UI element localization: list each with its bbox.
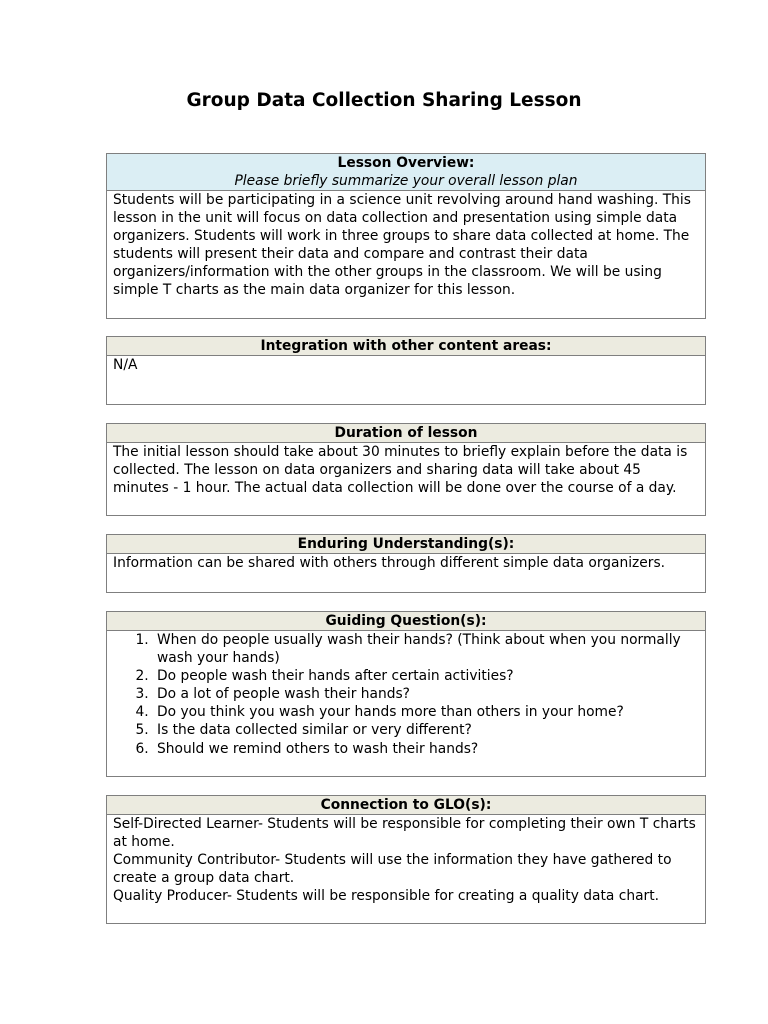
list-item: 1. When do people usually wash their hands? (Think about when you normally wash your hands) xyxy=(153,631,699,667)
integration-body xyxy=(107,356,705,374)
enduring-understanding-heading: Enduring Understanding(s): xyxy=(107,535,705,554)
lesson-overview-heading: Lesson Overview: xyxy=(337,155,475,171)
glo-section xyxy=(106,795,706,924)
list-item: 3. Do a lot of people wash their hands? xyxy=(153,685,699,703)
integration-section xyxy=(106,336,706,405)
lesson-overview-text: Students will be participating in a science unit revolving around hand washing. This lesson in the unit will focus on data collection and presentation using simple data organizers. Students will work in three groups to share data collected at home. The students will present their data and compare and contrast their data organizers/information with the other groups in the classroom. We will be using simple T charts as the main data organizer for this lesson. xyxy=(113,192,691,299)
lesson-overview-body xyxy=(107,191,705,300)
lesson-overview-header xyxy=(107,154,705,191)
duration-text: The initial lesson should take about 30 minutes to briefly explain before the data is collected. The lesson on data organizers and sharing data will take about 45 minutes - 1 hour. The actual data collection will be done over the course of a day. xyxy=(113,444,688,497)
duration-heading: Duration of lesson xyxy=(107,424,705,443)
glo-item: Community Contributor- Students will use the information they have gathered to create a group data chart. xyxy=(113,852,672,887)
duration-body xyxy=(107,443,705,497)
enduring-understanding-body xyxy=(107,554,705,572)
lesson-overview-subheading: Please briefly summarize your overall lesson plan xyxy=(234,173,578,189)
list-item: 6. Should we remind others to wash their hands? xyxy=(153,740,699,758)
glo-item: Quality Producer- Students will be responsible for creating a quality data chart. xyxy=(113,888,659,905)
glo-item: Self-Directed Learner- Students will be responsible for completing their own T charts at home. xyxy=(113,816,696,851)
enduring-understanding-section xyxy=(106,534,706,593)
lesson-overview-section xyxy=(106,153,706,319)
list-item: 4. Do you think you wash your hands more than others in your home? xyxy=(153,703,699,721)
guiding-questions-section xyxy=(106,611,706,777)
glo-heading: Connection to GLO(s): xyxy=(107,796,705,815)
integration-heading: Integration with other content areas: xyxy=(107,337,705,356)
integration-text: N/A xyxy=(113,357,138,373)
list-item: 2. Do people wash their hands after certain activities? xyxy=(153,667,699,685)
enduring-understanding-text: Information can be shared with others through different simple data organizers. xyxy=(113,555,666,571)
page-title: Group Data Collection Sharing Lesson xyxy=(186,90,582,111)
guiding-questions-list xyxy=(107,631,699,758)
guiding-questions-heading: Guiding Question(s): xyxy=(107,612,705,631)
glo-body xyxy=(107,815,705,905)
list-item: 5. Is the data collected similar or very different? xyxy=(153,721,699,739)
guiding-questions-body xyxy=(107,631,705,758)
duration-section xyxy=(106,423,706,516)
